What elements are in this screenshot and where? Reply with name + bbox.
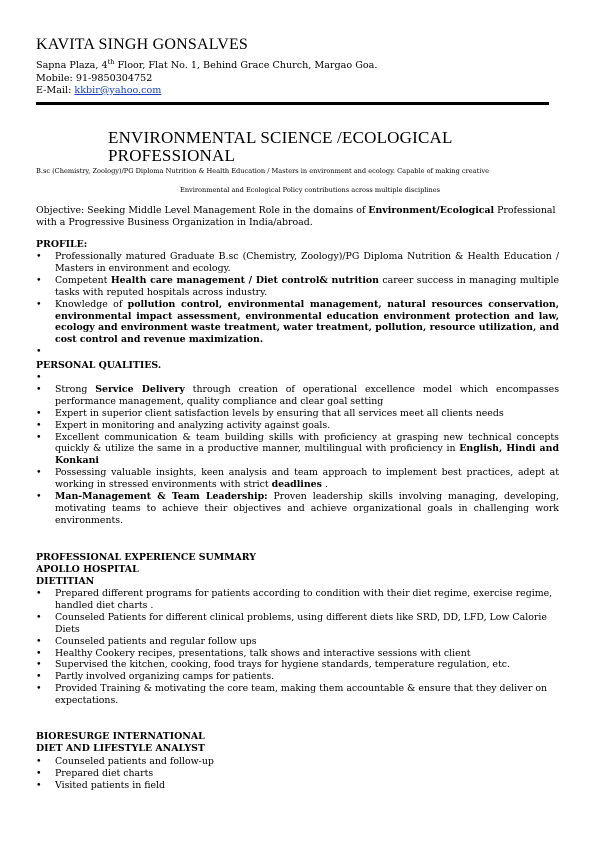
document-title bbox=[108, 129, 528, 165]
address-superscript: th bbox=[107, 58, 115, 66]
item-text: Prepared different programs for patients according to condition with their diet regime, exercise regime, bbox=[55, 588, 553, 599]
list-item: • Expert in superior client satisfaction levels by ensuring that all services meet all clients needs bbox=[36, 408, 559, 420]
list-item bbox=[36, 491, 559, 527]
list-item: • Counseled Patients for different clinical problems, using different diets like SRD, DD, LFD, Low Calorie Diets bbox=[36, 612, 559, 636]
address-line bbox=[36, 56, 377, 73]
mobile-line: Mobile: 91-9850304752 bbox=[36, 72, 153, 84]
profile-heading: PROFILE: bbox=[36, 239, 88, 250]
item-bold: Man-Management & Team Leadership: bbox=[55, 491, 268, 503]
list-item bbox=[36, 299, 559, 347]
item-bold: pollution control, environmental management, natural resources conservation, environmental impact assessment, environmental education environment protection and law, ecology and environment waste treatment, water treatment, pollution, resource utilization, and cost control and revenue maximization. bbox=[55, 298, 559, 346]
list-item: • Prepared diet charts bbox=[36, 768, 559, 780]
list-item: • Professionally matured Graduate B.sc (Chemistry, Zoology)/PG Diploma Nutrition & Health Education / Masters in environment and ecology. bbox=[36, 251, 559, 275]
experience-heading: PROFESSIONAL EXPERIENCE SUMMARY bbox=[36, 552, 256, 563]
item-text: Strong bbox=[55, 383, 96, 395]
list-item: • Counseled patients and follow-up bbox=[36, 756, 559, 768]
list-item bbox=[36, 384, 559, 408]
qualities-list bbox=[36, 372, 559, 527]
list-item bbox=[36, 275, 559, 299]
list-item: • Supervised the kitchen, cooking, food trays for hygiene standards, temperature regulation, etc. bbox=[36, 659, 559, 671]
item-bold: Health care management / Diet control& nutrition bbox=[110, 274, 379, 286]
address-text: Sapna Plaza, 4 bbox=[36, 60, 108, 72]
empty-list-item bbox=[36, 372, 559, 384]
employer-name: BIORESURGE INTERNATIONAL bbox=[36, 731, 205, 742]
item-text: Competent bbox=[55, 274, 111, 286]
bioresurge-duties-list bbox=[36, 756, 559, 792]
item-text: Knowledge of bbox=[55, 298, 128, 310]
item-bold: English, Hindi and Konkani bbox=[55, 443, 559, 467]
header-divider bbox=[36, 102, 549, 105]
list-item: • Provided Training & motivating the core team, making them accountable & ensure that they deliver on expectations. bbox=[36, 683, 559, 707]
contact-block bbox=[36, 56, 377, 97]
item-text: Possessing valuable insights, keen analysis and team approach to implement best practices, adept at working in stressed environments with strict bbox=[55, 467, 559, 491]
list-item: • Counseled patients and regular follow ups bbox=[36, 636, 559, 648]
empty-list-item bbox=[36, 346, 559, 358]
email-label: E-Mail: bbox=[36, 85, 75, 96]
item-text: Excellent communication & team building skills with proficiency at grasping new technical concepts quickly & utilize the same in a productive manner, multilingual with proficiency in bbox=[55, 431, 559, 455]
item-text: career success in managing multiple tasks with reputed hospitals across industry. bbox=[55, 274, 559, 298]
list-item bbox=[36, 588, 559, 612]
item-text-continued: handled diet charts . bbox=[55, 599, 154, 611]
job-title: DIETITIAN bbox=[36, 576, 95, 587]
qualities-heading: PERSONAL QUALITIES. bbox=[36, 360, 162, 371]
apollo-duties-list bbox=[36, 588, 559, 707]
objective-text-rest: Professional with a Progressive Business Organization in India/abroad. bbox=[36, 205, 556, 228]
item-text: . bbox=[321, 479, 328, 491]
list-item bbox=[36, 432, 559, 468]
policy-summary: Environmental and Ecological Policy contributions across multiple disciplines bbox=[180, 186, 441, 194]
item-text: through creation of operational excellence model which encompasses performance management, quality compliance and clear goal setting bbox=[55, 383, 560, 407]
item-text: Proven leadership skills involving managing, developing, motivating teams to achieve their objectives and achieve organizational goals in challenging work environments. bbox=[55, 491, 559, 526]
list-item: • Visited patients in field bbox=[36, 780, 559, 792]
email-link[interactable]: kkbir@yahoo.com bbox=[74, 85, 162, 96]
title-line-1: ENVIRONMENTAL SCIENCE /ECOLOGICAL bbox=[108, 128, 453, 147]
list-item: • Healthy Cookery recipes, presentations, talk shows and interactive sessions with client bbox=[36, 648, 559, 660]
list-item: • Partly involved organizing camps for patients. bbox=[36, 671, 559, 683]
list-item bbox=[36, 467, 559, 491]
item-bold: Service Delivery bbox=[95, 383, 185, 395]
candidate-name: KAVITA SINGH GONSALVES bbox=[36, 36, 249, 53]
objective-text: Objective: Seeking Middle Level Management Role in the domains of bbox=[36, 205, 369, 216]
job-title: DIET AND LIFESTYLE ANALYST bbox=[36, 743, 205, 754]
title-line-2: PROFESSIONAL bbox=[108, 146, 236, 165]
item-bold: deadlines bbox=[271, 479, 322, 491]
objective-domain: Environment/Ecological bbox=[368, 205, 495, 216]
profile-list bbox=[36, 251, 559, 358]
list-item: • Expert in monitoring and analyzing activity against goals. bbox=[36, 420, 559, 432]
employer-name: APOLLO HOSPITAL bbox=[36, 564, 139, 575]
objective-paragraph bbox=[36, 205, 558, 229]
qualification-summary: B.sc (Chemistry, Zoology)/PG Diploma Nutrition & Health Education / Masters in environment and ecology. Capable of making creative bbox=[36, 167, 489, 175]
address-text-rest: Floor, Flat No. 1, Behind Grace Church, Margao Goa. bbox=[114, 60, 378, 72]
email-line bbox=[36, 85, 377, 97]
